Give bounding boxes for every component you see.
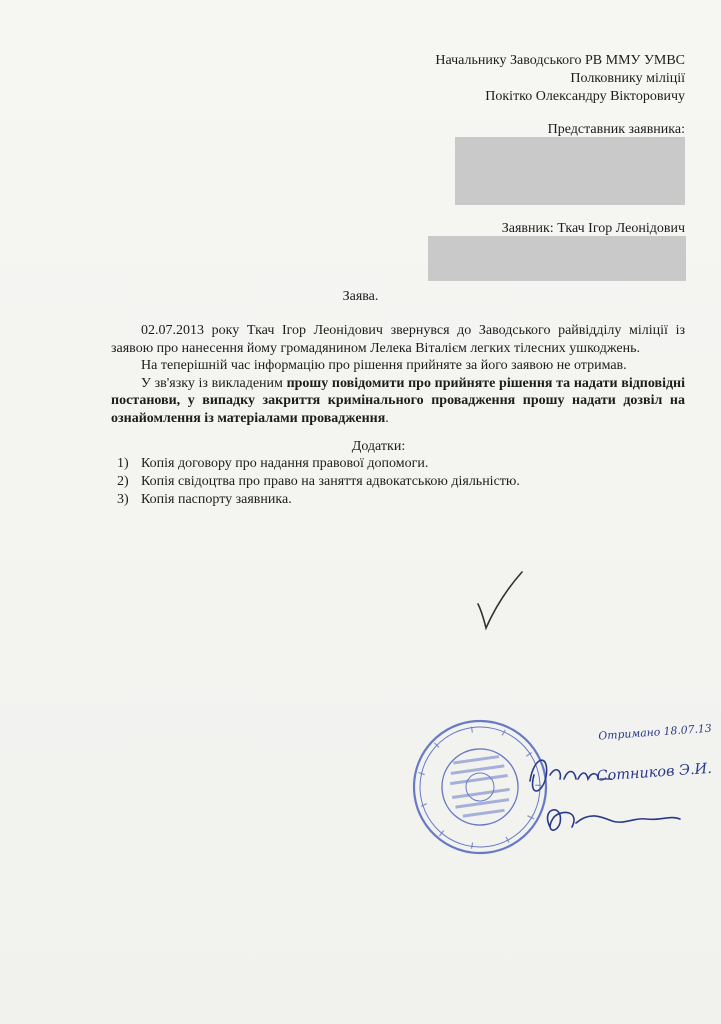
attachment-item	[117, 491, 520, 509]
redacted-representative-info	[455, 137, 685, 205]
paragraph-3-request: прошу повідомити про прийняте рішення та надати відповідні постанови, у випадку закриття кримінального провадження прошу надати дозвіл на ознайомлення із матеріалами провадження	[111, 375, 685, 426]
attachment-number: 1)	[117, 456, 129, 471]
document-body	[111, 322, 685, 427]
redacted-applicant-info	[428, 236, 686, 281]
attachment-number: 2)	[117, 474, 129, 489]
signature-handwriting	[520, 735, 690, 855]
addressee-line-2: Полковнику міліції	[570, 71, 685, 86]
applicant-label: Заявник: Ткач Ігор Леонідович	[501, 221, 685, 236]
paragraph-3	[111, 375, 685, 428]
recipient-note: Сотников Э.И.	[596, 759, 713, 785]
paragraph-3-start: У зв'язку із викладеним	[141, 375, 287, 391]
attachment-item	[117, 455, 520, 473]
paragraph-1: 02.07.2013 року Ткач Ігор Леонідович звернувся до Заводського райвідділу міліції із заявою про нанесення йому громадянином Лелека Віталієм легких тілесних ушкоджень.	[111, 323, 685, 356]
attachment-text: Копія паспорту заявника.	[141, 492, 292, 507]
addressee-line-1: Начальнику Заводського РВ ММУ УМВС	[435, 53, 685, 68]
attachment-text: Копія договору про надання правової допомоги.	[141, 456, 429, 471]
addressee-line-3: Покітко Олександру Вікторовичу	[485, 89, 685, 104]
attachment-text: Копія свідоцтва про право на заняття адвокатською діяльністю.	[141, 474, 520, 489]
attachments-list	[117, 455, 520, 509]
paragraph-2: На теперішній час інформацію про рішення прийняте за його заявою не отримав.	[141, 358, 627, 373]
checkmark-icon	[474, 568, 534, 638]
received-note: Отримано 18.07.13	[598, 722, 713, 743]
attachments-title: Додатки:	[351, 439, 406, 454]
attachment-number: 3)	[117, 492, 129, 507]
document-title: Заява.	[342, 289, 379, 304]
addressee-block	[435, 52, 685, 106]
attachment-item	[117, 473, 520, 491]
paragraph-3-end: .	[385, 410, 389, 426]
representative-label: Представник заявника:	[547, 122, 685, 137]
